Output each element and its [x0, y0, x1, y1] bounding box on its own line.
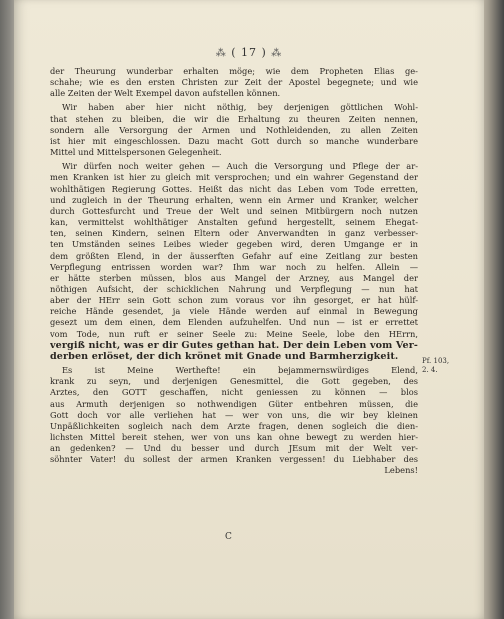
signature-mark: C — [225, 532, 232, 542]
header-left-ornament: ⁂ — [215, 48, 227, 59]
text-line: sondern alle Versorgung der Armen und Nothleidenden, zu allen Zeiten — [50, 124, 418, 135]
text-line: an gedenken? — Und du besser und durch JEsum mit der Welt ver- — [50, 443, 418, 454]
text-line: Mittel und Mittelspersonen Gelegenheit. — [50, 147, 222, 158]
text-line: ist hier mit eingeschlossen. Dazu macht Gott durch so manche wunderbare — [50, 135, 418, 146]
text-line: dem größten Elend, in der äusserften Gefahr auf eine Zeitlang zur besten — [50, 250, 418, 261]
page-header — [14, 46, 484, 59]
text-line: durch Gottesfurcht und Treue der Welt und seinen Mitbürgern noch nutzen — [50, 205, 418, 216]
margin-note-reference: Pf. 103, — [422, 357, 450, 365]
text-line: ten, seinen Kindern, seinen Eltern oder Anverwandten in ganz verbesser- — [50, 228, 418, 239]
page-body-text — [50, 66, 418, 477]
text-line: aus Armuth derjenigen so nothwendigen Güter entbehren müssen, die — [50, 398, 418, 409]
text-line: vom Tode, nun ruft er seiner Seele zu: Meine Seele, lobe den HErrn, — [50, 328, 418, 339]
text-line: Lebens! — [384, 465, 418, 476]
text-line: krank zu seyn, und derjenigen Genesmittel, die Gott gegeben, des — [50, 376, 418, 387]
text-line: ten Umständen seines Leibes wieder gegeben wird, deren Umgange er in — [50, 239, 418, 250]
text-line: gesezt um dem einen, dem Elenden aufzuhelfen. Und nun — ist er errettet — [50, 317, 418, 328]
text-line: Wir dürfen noch weiter gehen — Auch die Versorgung und Pflege der ar- — [62, 161, 418, 172]
text-line: Arztes, den GOTT geschaffen, nicht geniessen zu können — blos — [50, 387, 418, 398]
text-line: men Kranken ist hier zu gleich mit versprochen; und ein wahrer Gegenstand der — [50, 172, 418, 183]
margin-note — [422, 357, 462, 375]
text-line: vergiß nicht, was er dir Gutes gethan hat. Der dein Leben vom Ver- — [50, 339, 418, 351]
text-line: der Theurung wunderbar erhalten möge; wie dem Propheten Elias ge- — [50, 66, 418, 76]
text-line: Unpäßlichkeiten sogleich nach dem Arzte fragen, denen sogleich die dien- — [50, 420, 418, 431]
text-line: wohlthätigen Regierung Gottes. Heißt das nicht das Leben vom Tode erretten, — [50, 183, 418, 194]
text-line: lichsten Mittel bereit stehen, wer von uns kan ohne bewegt zu werden hier- — [50, 432, 418, 442]
text-line: er hätte sterben müssen, blos aus Mangel der Arzney, aus Mangel der — [50, 272, 418, 283]
header-right-ornament: ⁂ — [271, 48, 283, 59]
text-line: schahe; wie es den ersten Christen zur Zeit der Apostel begegnete; und wie — [50, 77, 418, 88]
text-line: Wir haben aber hier nicht nöthig, bey derjenigen göttlichen Wohl- — [62, 102, 418, 113]
text-line: that stehen zu bleiben, die wir die Erhaltung zu theuren Zeiten nennen, — [50, 113, 418, 124]
page-number: ( 17 ) — [231, 46, 267, 59]
text-line: aber der HErr sein Gott schon zum voraus vor ihn gesorget, er hat hülf- — [50, 295, 418, 306]
margin-note-verses: 2. 4. — [422, 366, 438, 374]
book-page — [14, 0, 484, 619]
text-line: söhnter Vater! du sollest der armen Kranken vergessen! du Liebhaber des — [50, 454, 418, 465]
text-line: und zugleich in der Theurung erhalten, wenn ein Armer und Kranker, welcher — [50, 194, 418, 205]
text-line: Verpflegung entrissen worden war? Ihm war noch zu helfen. Allein — — [50, 261, 418, 272]
text-line: Es ist Meine Werthefte! ein bejammernswürdiges Elend, — [62, 365, 418, 376]
text-line: nöthigen Aufsicht, der schicklichen Nahrung und Verpflegung — nun hat — [50, 283, 418, 294]
text-line: reiche Hände gesendet, ja viele Hände werden auf einmal in Bewegung — [50, 306, 418, 317]
text-line: Gott doch vor alle verliehen hat — wer von uns, die wir bey kleinen — [50, 409, 418, 420]
text-line: derben erlöset, der dich krönet mit Gnade und Barmherzigkeit. — [50, 350, 399, 362]
text-line: alle Zeiten der Welt Exempel davon aufstellen können. — [50, 88, 281, 99]
text-line: kan, vermittelst wohlthätiger Anstalten gefund hergestellt, seinem Ehegat- — [50, 217, 418, 228]
